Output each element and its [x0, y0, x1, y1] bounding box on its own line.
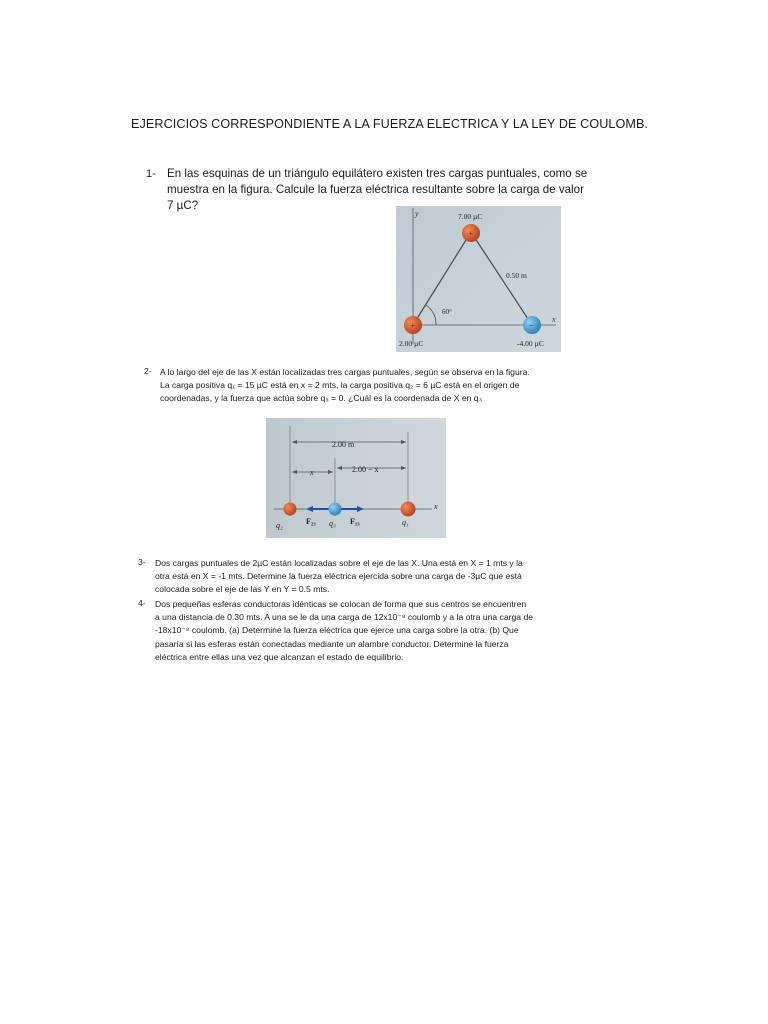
document-title: EJERCICIOS CORRESPONDIENTE A LA FUERZA ELECTRICA Y LA LEY DE COULOMB.	[131, 117, 649, 131]
exercise-4-text	[155, 598, 595, 664]
q2-label: q₂	[276, 521, 283, 530]
angle-label: 60°	[442, 308, 452, 316]
right-charge-label: -4.00 µC	[517, 339, 544, 348]
plus-sign: +	[410, 321, 416, 330]
text-line: Dos pequeñas esferas conductoras idénticas se colocan de forma que sus centros se encuentren	[155, 599, 527, 609]
exercise-3-number: 3-	[138, 557, 146, 567]
exercise-2-number: 2-	[144, 366, 152, 376]
exercise-1-number: 1-	[146, 168, 156, 180]
q3-label: q₃	[329, 519, 336, 528]
minus-sign: –	[529, 320, 534, 330]
f23-label: F₂₃	[306, 517, 316, 526]
dimension-x-label: x	[310, 468, 314, 477]
side-length-label: 0.50 m	[506, 271, 527, 280]
f13-label: F₁₃	[350, 517, 360, 526]
top-charge-label: 7.00 µC	[458, 212, 483, 221]
text-line: eléctrica entre ellas una vez que alcanzan el estado de equilibrio.	[155, 651, 404, 662]
charge-q2	[284, 503, 297, 516]
plus-sign: +	[468, 229, 474, 238]
exercise-2-text	[160, 366, 590, 406]
text-line: colocada sobre el eje de las Y en Y = 0.5 mts.	[155, 584, 330, 595]
text-line: pasaría si las esferas están conectadas mediante un alambre conductor. Determine la fuerza	[155, 638, 509, 649]
dimension-total-label: 2.00 m	[332, 440, 355, 449]
charge-q3	[329, 503, 342, 516]
text-line: 7 µC?	[167, 199, 199, 212]
exercise-3-text	[155, 557, 595, 597]
text-line: muestra en la figura. Calcule la fuerza eléctrica resultante sobre la carga de valor	[167, 183, 584, 196]
text-line: A lo largo del eje de las X están localizadas tres cargas puntuales, según se observa en la figura.	[160, 367, 530, 377]
text-line: coordenadas, y la fuerza que actúa sobre q₃ = 0. ¿Cuál es la coordenada de X en q₃	[160, 393, 483, 404]
left-charge-label: 2.00 µC	[399, 339, 424, 348]
text-line: -18x10⁻⁹ coulomb. (a) Determine la fuerza eléctrica que ejerce una carga sobre la otra. (b) Que	[155, 625, 519, 636]
text-line: otra está en X = -1 mts. Determine la fuerza eléctrica ejercida sobre una carga de -3µC que está	[155, 571, 522, 582]
x-axis-label: x	[434, 502, 438, 511]
x-axis-label: x	[552, 315, 556, 324]
line-charges-figure	[266, 418, 446, 538]
y-axis-label: y	[415, 209, 419, 218]
text-line: a una distancia de 0.30 mts. A una se le da una carga de 12x10⁻⁹ coulomb y a la otra una carga de	[155, 612, 533, 623]
text-line: En las esquinas de un triángulo equilátero existen tres cargas puntuales, como se	[167, 167, 588, 180]
triangle-charges-figure	[396, 206, 561, 352]
text-line: La carga positiva q₁ = 15 µC está en x = 2 mts, la carga positiva q₂ = 6 µC está en el origen de	[160, 380, 520, 391]
q1-label: q₁	[402, 518, 409, 527]
charge-q1	[401, 502, 416, 517]
text-line: Dos cargas puntuales de 2µC están localizadas sobre el eje de las X. Una está en X = 1 mts y la	[155, 558, 523, 568]
exercise-4-number: 4-	[138, 598, 146, 608]
dimension-rest-label: 2.00 − x	[352, 465, 379, 474]
